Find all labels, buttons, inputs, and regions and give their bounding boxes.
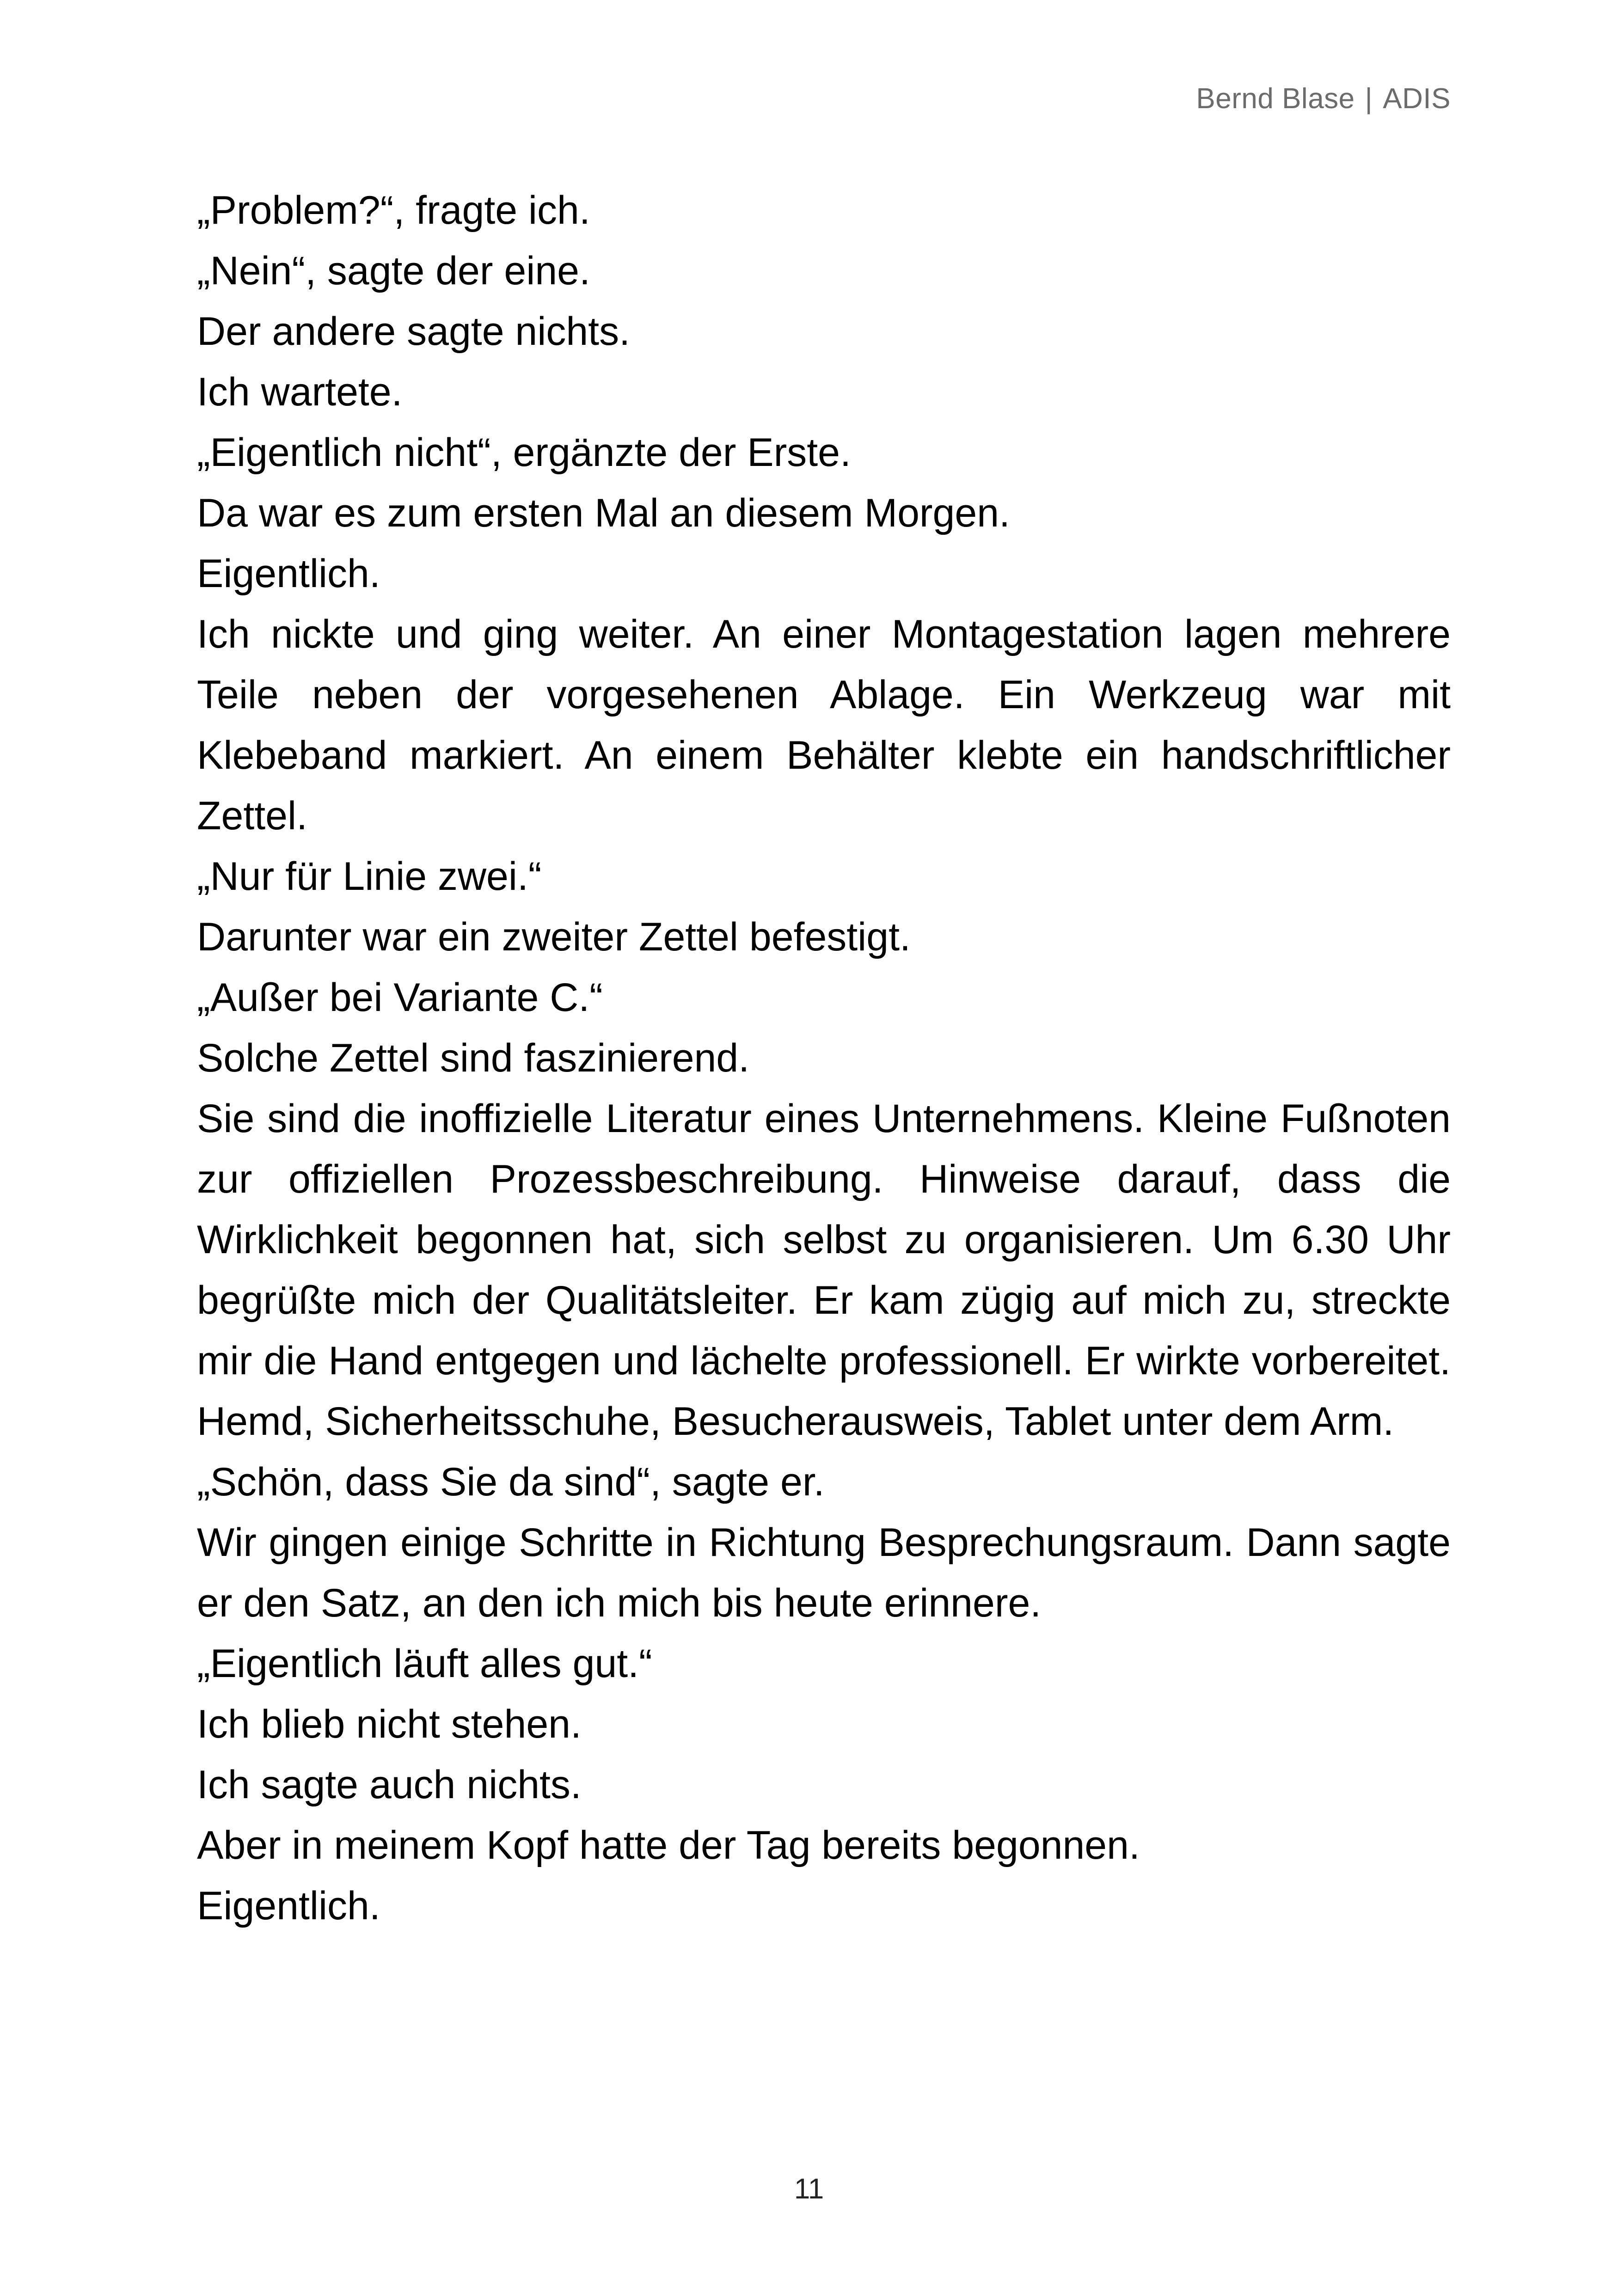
paragraph: Ich nickte und ging weiter. An einer Montagestation lagen mehrere Teile neben der vorgesehenen Ablage. Ein Werkzeug war mit Klebeband markiert. An einem Behälter klebte ein handschriftlicher Zettel. — [197, 612, 1451, 838]
header-separator: | — [1365, 83, 1373, 115]
paragraph: „Schön, dass Sie da sind“, sagte er. — [197, 1460, 825, 1504]
header-author: Bernd Blase — [1196, 83, 1355, 115]
paragraph: Ich wartete. — [197, 370, 403, 414]
paragraph: Sie sind die inoffizielle Literatur eines Unternehmens. Kleine Fußnoten zur offiziellen Prozessbeschreibung. Hinweise darauf, dass die Wirklichkeit begonnen hat, sich selbst zu organisieren. Um 6.30 Uhr begrüßte mich der Qualitätsleiter. Er kam zügig auf mich zu, streckte mir die Hand entgegen und lächelte professionell. Er wirkte vorbereitet. Hemd, Sicherheitsschuhe, Besucherausweis, Tablet unter dem Arm. — [197, 1096, 1451, 1444]
paragraph: Eigentlich. — [197, 1884, 380, 1928]
paragraph: Ich sagte auch nichts. — [197, 1763, 582, 1807]
header-title: ADIS — [1383, 83, 1451, 115]
running-header — [1196, 82, 1451, 115]
paragraph: „Nein“, sagte der eine. — [197, 249, 590, 293]
paragraph: Solche Zettel sind faszinierend. — [197, 1036, 750, 1080]
page-body — [197, 180, 1451, 1936]
paragraph: „Außer bei Variante C.“ — [197, 975, 603, 1020]
page-number: 11 — [794, 2173, 824, 2205]
paragraph: „Problem?“, fragte ich. — [197, 188, 590, 233]
paragraph: Darunter war ein zweiter Zettel befestigt. — [197, 915, 911, 959]
paragraph: „Eigentlich läuft alles gut.“ — [197, 1641, 652, 1686]
paragraph: Eigentlich. — [197, 551, 380, 596]
paragraph: Da war es zum ersten Mal an diesem Morgen. — [197, 491, 1010, 535]
paragraph: Ich blieb nicht stehen. — [197, 1702, 582, 1746]
paragraph: „Eigentlich nicht“, ergänzte der Erste. — [197, 430, 851, 475]
paragraph: Aber in meinem Kopf hatte der Tag bereits begonnen. — [197, 1823, 1140, 1867]
paragraph: „Nur für Linie zwei.“ — [197, 854, 542, 899]
paragraph: Wir gingen einige Schritte in Richtung Besprechungsraum. Dann sagte er den Satz, an den ich mich bis heute erinnere. — [197, 1520, 1451, 1625]
paragraph: Der andere sagte nichts. — [197, 309, 630, 354]
